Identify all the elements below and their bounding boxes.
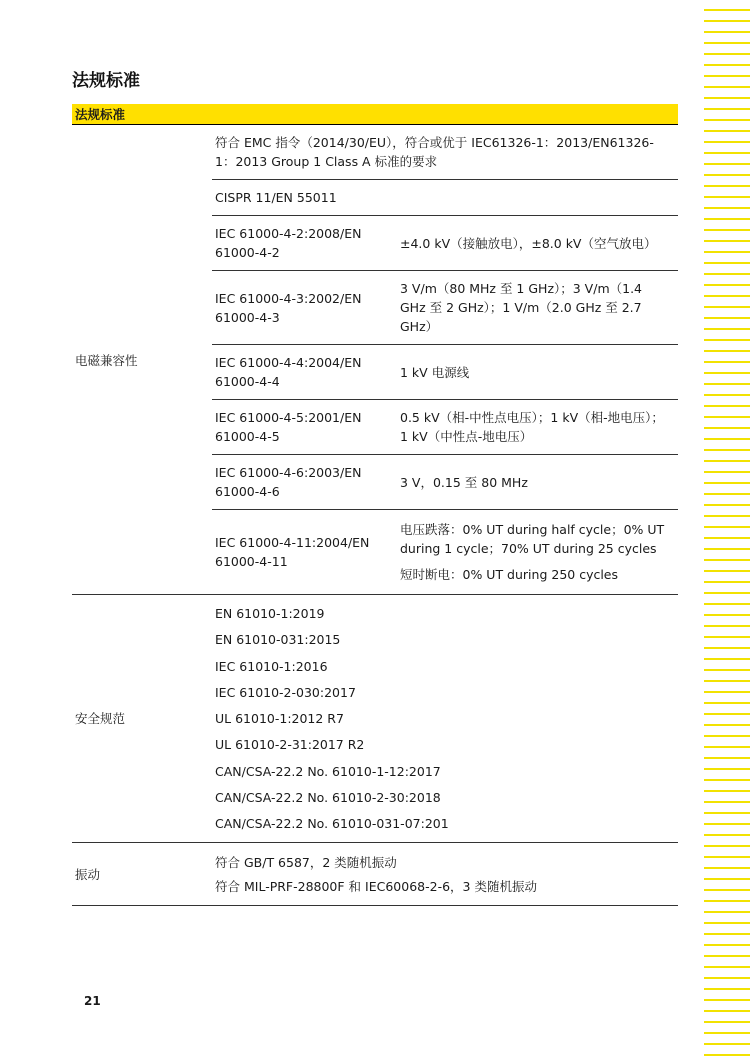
emc-group xyxy=(72,125,678,595)
spec-cell: 3 V/m（80 MHz 至 1 GHz）；3 V/m（1.4 GHz 至 2 GHz）；1 V/m（2.0 GHz 至 2.7 GHz） xyxy=(400,281,643,334)
list-item: EN 61010-031:2015 xyxy=(215,632,341,648)
list-item: UL 61010-2-31:2017 R2 xyxy=(215,737,365,753)
standard-cell: IEC 61000-4-3:2002/EN 61000-4-3 xyxy=(215,290,362,325)
emc-body xyxy=(212,125,678,594)
table-row xyxy=(212,510,678,594)
standard-cell: IEC 61000-4-11:2004/EN 61000-4-11 xyxy=(215,535,370,569)
table-section-header: 法规标准 xyxy=(72,104,678,125)
vibration-body xyxy=(212,843,678,905)
spec-cell: ±4.0 kV（接触放电），±8.0 kV（空气放电） xyxy=(400,235,657,251)
page-number: 21 xyxy=(84,994,101,1008)
table-row xyxy=(212,271,678,345)
list-item: 符合 MIL-PRF-28800F 和 IEC60068-2-6，3 类随机振动 xyxy=(215,878,537,894)
spec-voltage-dips: 电压跌落：0% UT during half cycle；0% UT during 1 cycle；70% UT during 25 cycles xyxy=(400,522,665,556)
list-item: CAN/CSA-22.2 No. 61010-031-07:201 xyxy=(215,816,449,832)
regulations-table xyxy=(72,125,678,906)
spec-cell: 1 kV 电源线 xyxy=(400,364,470,380)
list-item: EN 61010-1:2019 xyxy=(215,606,325,621)
spec-cell: 0.5 kV（相-中性点电压）；1 kV（相-地电压）；1 kV（中性点-地电压） xyxy=(400,410,664,444)
emc-intro-text: 符合 EMC 指令（2014/30/EU），符合或优于 IEC61326-1：2013/EN61326-1：2013 Group 1 Class A 标准的要求 xyxy=(215,135,654,169)
safety-label: 安全规范 xyxy=(75,711,126,727)
safety-group xyxy=(72,595,678,843)
list-item: IEC 61010-2-030:2017 xyxy=(215,684,356,700)
spec-interruptions: 短时断电：0% UT during 250 cycles xyxy=(400,567,619,582)
emc-cispr-row xyxy=(212,180,678,216)
list-item: UL 61010-1:2012 R7 xyxy=(215,711,344,727)
emc-intro-row xyxy=(212,125,678,180)
list-item: IEC 61010-1:2016 xyxy=(215,658,328,674)
standard-cell: IEC 61000-4-4:2004/EN 61000-4-4 xyxy=(215,355,362,389)
emc-label: 电磁兼容性 xyxy=(75,352,138,368)
spec-cell xyxy=(398,520,678,584)
list-item: CAN/CSA-22.2 No. 61010-1-12:2017 xyxy=(215,763,441,779)
vibration-label: 振动 xyxy=(75,866,101,882)
standard-cell: IEC 61000-4-5:2001/EN 61000-4-5 xyxy=(215,410,362,444)
decorative-stripes xyxy=(704,0,750,1060)
spec-cell: 3 V，0.15 至 80 MHz xyxy=(400,474,528,490)
page-title: 法规标准 xyxy=(72,71,140,91)
emc-cispr-text: CISPR 11/EN 55011 xyxy=(215,190,337,205)
list-item: 符合 GB/T 6587，2 类随机振动 xyxy=(215,854,397,870)
standard-cell: IEC 61000-4-6:2003/EN 61000-4-6 xyxy=(215,465,362,499)
vibration-group xyxy=(72,843,678,906)
table-row xyxy=(212,400,678,455)
list-item: CAN/CSA-22.2 No. 61010-2-30:2018 xyxy=(215,790,441,806)
table-row xyxy=(212,345,678,400)
table-row xyxy=(212,216,678,271)
standard-cell: IEC 61000-4-2:2008/EN 61000-4-2 xyxy=(215,226,362,260)
safety-body xyxy=(212,595,678,842)
table-row xyxy=(212,455,678,510)
